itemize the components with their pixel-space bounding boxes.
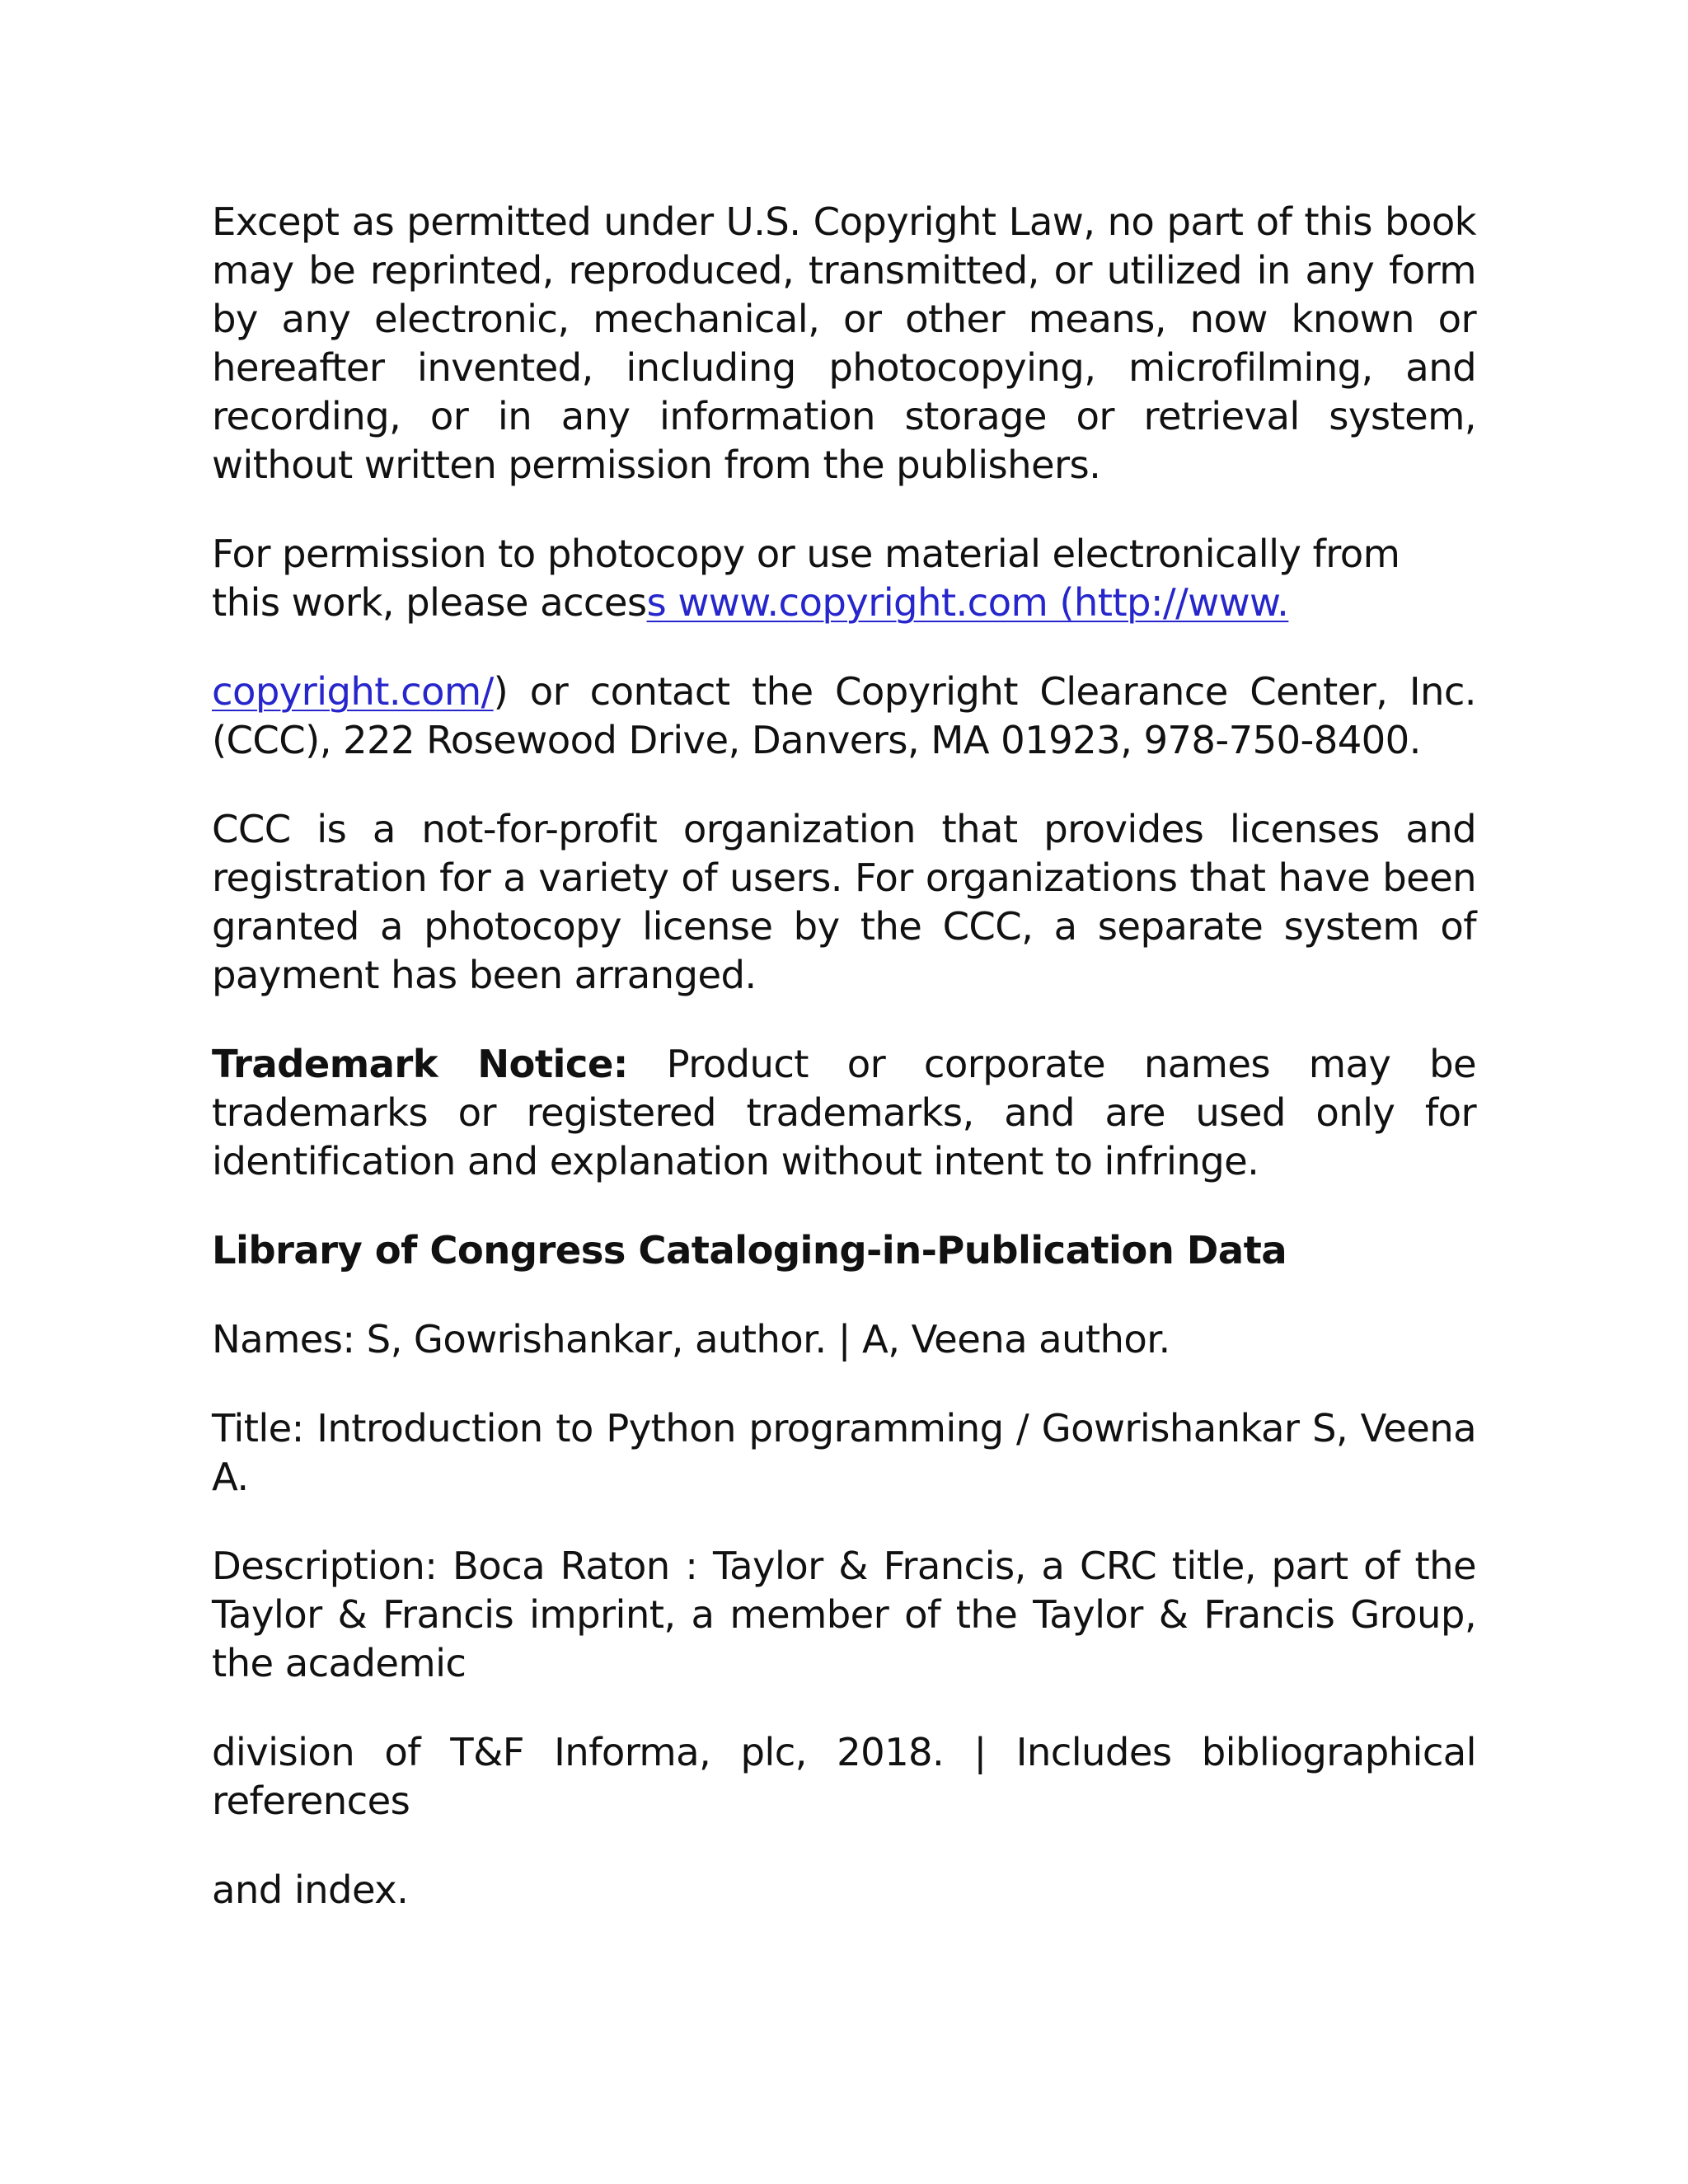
cip-heading: Library of Congress Cataloging-in-Publication Data (212, 1228, 1287, 1272)
clearance-center-paragraph (212, 668, 1476, 765)
trademark-notice-text: Product or corporate names may be trademarks or registered trademarks, and are used only for identification and explanation without intent to infringe. (212, 1042, 1476, 1183)
copyright-page (212, 198, 1476, 1955)
cip-description-part-3: and index. (212, 1868, 409, 1912)
trademark-notice-paragraph (212, 1040, 1476, 1186)
clearance-center-text: ) or contact the Copyright Clearance Center, Inc. (CCC), 222 Rosewood Drive, Danvers, MA 01923, 978-750-8400. (212, 669, 1476, 762)
copyright-notice-paragraph: Except as permitted under U.S. Copyright Law, no part of this book may be reprinted, reproduced, transmitted, or utilized in any form by any electronic, mechanical, or other means, now known or hereafter invented, including photocopying, microfilming, and recording, or in any information storage or retrieval system, without written permission from the publishers. (212, 199, 1476, 487)
cip-description-part-2: division of T&F Informa, plc, 2018. | Includes bibliographical references (212, 1730, 1476, 1823)
copyright-url-link[interactable]: copyright.com/ (212, 669, 494, 714)
cip-names: Names: S, Gowrishankar, author. | A, Veena author. (212, 1317, 1170, 1361)
cip-title: Title: Introduction to Python programming / Gowrishankar S, Veena A. (212, 1406, 1476, 1499)
copyright-website-link[interactable]: s www.copyright.com (http://www. (646, 580, 1289, 625)
permission-paragraph (212, 530, 1476, 627)
ccc-info-paragraph: CCC is a not-for-profit organization that provides licenses and registration for a variety of users. For organizations that have been granted a photocopy license by the CCC, a separate system of payment has been arranged. (212, 807, 1476, 997)
trademark-notice-label: Trademark Notice: (212, 1042, 628, 1086)
permission-text: For permission to photocopy or use material electronically from this work, please acces (212, 532, 1400, 625)
cip-description-part-1: Description: Boca Raton : Taylor & Francis, a CRC title, part of the Taylor & Francis imprint, a member of the Taylor & Francis Group, the academic (212, 1544, 1476, 1685)
